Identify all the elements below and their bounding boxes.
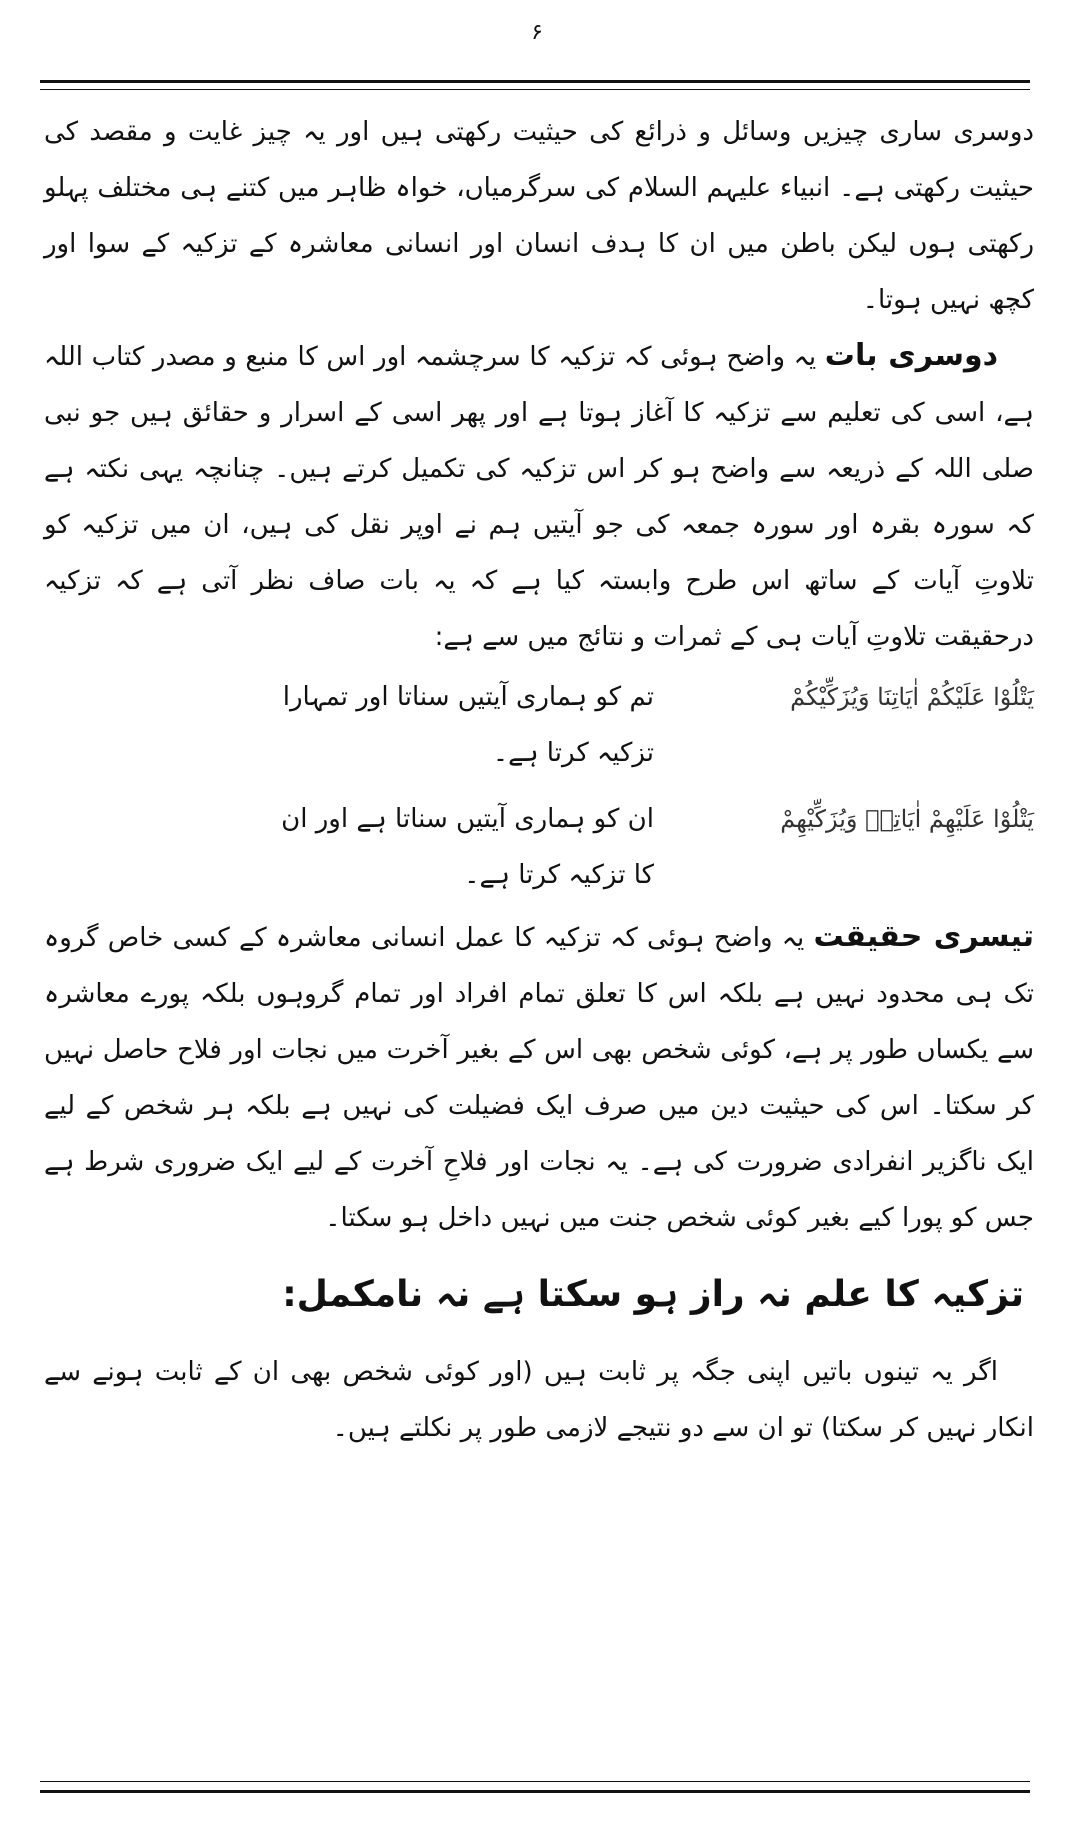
verse-2 [44,791,1034,909]
verse-1-translation: تم کو ہماری آیتیں سناتا اور تمہارا تزکیہ کرتا ہے۔ [282,682,654,768]
top-rule [40,80,1030,83]
paragraph-3-lead: تیسری حقیقت [813,919,1034,954]
page-body [44,104,1034,1456]
paragraph-3-text: یہ واضح ہوئی کہ تزکیہ کا عمل انسانی معاشرہ کے کسی خاص گروہ تک ہی محدود نہیں ہے بلکہ اس کا تعلق تمام افراد اور تمام گروہوں بلکہ پورے معاشرہ سے یکساں طور پر ہے، کوئی شخص بھی اس کے بغیر آخرت میں نجات اور فلاح حاصل نہیں کر سکتا۔ اس کی حیثیت دین میں صرف ایک فضیلت کی نہیں ہے بلکہ ہر شخص کے لیے ایک ناگزیر انفرادی ضرورت کی ہے۔ یہ نجات اور فلاحِ آخرت کے لیے ایک ضروری شرط ہے جس کو پورا کیے بغیر کوئی شخص جنت میں نہیں داخل ہو سکتا۔ [44,923,1034,1233]
verse-1-arabic: يَتْلُوْا عَلَيْكُمْ اٰيَاتِنَا وَيُزَكِّيْكُمْ [790,683,1034,711]
page-number: ۶ [531,20,543,45]
paragraph-1: دوسری ساری چیزیں وسائل و ذرائع کی حیثیت رکھتی ہیں اور یہ چیز غایت و مقصد کی حیثیت رکھتی ہے۔ انبیاء علیہم السلام کی سرگرمیاں، خواہ ظاہر میں کتنے ہی مختلف پہلو رکھتی ہوں لیکن باطن میں ان کا ہدف انسان اور انسانی معاشرہ کے تزکیہ کے سوا اور کچھ نہیں ہوتا۔ [44,117,1034,315]
verse-2-arabic: يَتْلُوْا عَلَيْهِمْ اٰيَاتِهٖ وَيُزَكِّيْهِمْ [780,805,1034,833]
bottom-rule [40,1790,1030,1793]
verse-2-translation: ان کو ہماری آیتیں سناتا ہے اور ان کا تزکیہ کرتا ہے۔ [281,804,654,890]
paragraph-3 [44,909,1034,1246]
paragraph-2-lead: دوسری بات [824,338,998,373]
paragraph-2-text: یہ واضح ہوئی کہ تزکیہ کا سرچشمہ اور اس کا منبع و مصدر کتاب اللہ ہے، اسی کی تعلیم سے تزکیہ کا آغاز ہوتا ہے اور پھر اسی کے اسرار و حقائق ہیں جو نبی صلی اللہ کے ذریعہ سے واضح ہو کر اس تزکیہ کی تکمیل کرتے ہیں۔ چنانچہ یہی نکتہ ہے کہ سورہ بقرہ اور سورہ جمعہ کی جو آیتیں ہم نے اوپر نقل کی ہیں، ان میں تزکیہ کو تلاوتِ آیات کے ساتھ اس طرح وابستہ کیا ہے کہ یہ بات صاف نظر آتی ہے کہ تزکیہ درحقیقت تلاوتِ آیات ہی کے ثمرات و نتائج میں سے ہے: [44,342,1034,652]
heading-spacer [44,1334,1034,1344]
verse-1 [44,669,1034,787]
paragraph-4: اگر یہ تینوں باتیں اپنی جگہ پر ثابت ہیں (اور کوئی شخص بھی ان کے ثابت ہونے سے انکار نہیں کر سکتا) تو ان سے دو نتیجے لازمی طور پر نکلتے ہیں۔ [44,1357,1034,1443]
top-rule-thin [40,89,1030,90]
bottom-rule-thin [40,1781,1030,1782]
section-heading: تزکیہ کا علم نہ راز ہو سکتا ہے نہ نامکمل: [282,1274,1024,1315]
paragraph-2 [44,328,1034,665]
